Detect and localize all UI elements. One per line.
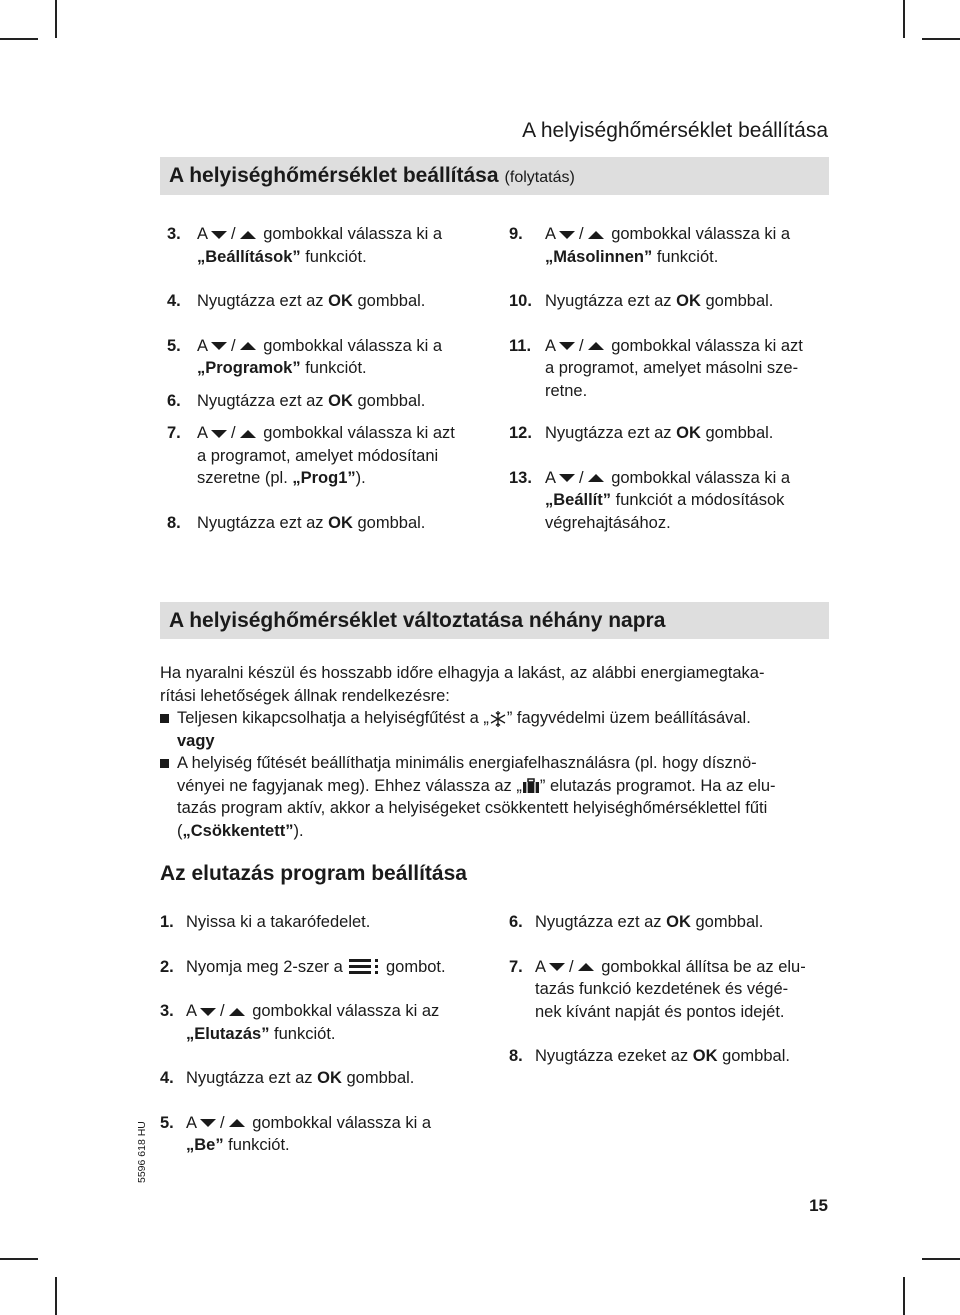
step-number: 6.	[509, 913, 523, 931]
section-subtitle: (folytatás)	[504, 168, 575, 186]
step-item: 6. Nyugtázza ezt az OK gombbal.	[509, 911, 839, 934]
intro-paragraph: Ha nyaralni készül és hosszabb időre elhagyja a lakást, az alábbi energiamegtaka- rítási lehetőségek állnak rendelkezésre: Teljesen kikapcsolhatja a helyiségfűtést a „ ” fagyvédelmi üzem beállításával. vagy A helyiség fűtését beállíthatja minimális energiafelhasználásra (pl. hogy dísznö- vényei ne fagyjanak meg). Ehhez válassza az „ ” elutazás programot. Ha az elu- tazás program aktív, akkor a helyiségeket csökkentett helyiséghőmérséklettel fűti („Csökkentett”).	[160, 662, 832, 842]
down-arrow-icon	[200, 1008, 216, 1016]
step-number: 7.	[509, 957, 523, 976]
step-item: 5. A / gombokkal válassza ki a „Be” funkciót.	[160, 1112, 490, 1157]
down-arrow-icon	[559, 231, 575, 239]
up-arrow-icon	[229, 1119, 245, 1127]
section-heading	[160, 157, 829, 195]
up-arrow-icon	[240, 430, 256, 438]
step-item: 4. Nyugtázza ezt az OK gombbal.	[160, 1067, 490, 1090]
step-item: 8. Nyugtázza ezt az OK gombbal.	[167, 512, 487, 535]
up-arrow-icon	[578, 963, 594, 971]
down-arrow-icon	[211, 342, 227, 350]
step-item: 1. Nyissa ki a takarófedelet.	[160, 911, 490, 934]
bullet-square-icon	[160, 752, 177, 842]
step-number: 4.	[167, 292, 181, 310]
down-arrow-icon	[559, 342, 575, 350]
step-item: 7. A / gombokkal állítsa be az elu- tazás funkció kezdetének és végé- nek kívánt napját és pontos idejét.	[509, 956, 839, 1024]
section-heading	[160, 602, 829, 639]
section-title: A helyiséghőmérséklet változtatása néhány napra	[169, 608, 666, 632]
steps-right	[509, 223, 829, 556]
step-item: 9. A / gombokkal válassza ki a „Másolinnen” funkciót.	[509, 223, 829, 268]
crop-mark	[0, 1258, 38, 1260]
or-label: vagy	[177, 731, 215, 750]
document-code: 5596 618 HU	[136, 1121, 148, 1183]
suitcase-icon	[522, 778, 540, 794]
step-number: 10.	[509, 292, 532, 310]
crop-mark	[922, 38, 960, 40]
step-number: 4.	[160, 1069, 174, 1087]
crop-mark	[55, 0, 57, 38]
bullet-item: Teljesen kikapcsolhatja a helyiségfűtést a „ ” fagyvédelmi üzem beállításával.	[160, 707, 832, 730]
frost-protection-icon	[489, 710, 507, 728]
up-arrow-icon	[588, 342, 604, 350]
step-item: 6. Nyugtázza ezt az OK gombbal.	[167, 390, 487, 413]
down-arrow-icon	[211, 430, 227, 438]
up-arrow-icon	[588, 231, 604, 239]
down-arrow-icon	[211, 231, 227, 239]
step-item: 7. A / gombokkal válassza ki azt a programot, amelyet módosítani szeretne (pl. „Prog1”).	[167, 422, 487, 490]
step-number: 8.	[509, 1047, 523, 1065]
step-number: 6.	[167, 391, 181, 410]
step-item: 12. Nyugtázza ezt az OK gombbal.	[509, 422, 829, 445]
page-number: 15	[809, 1196, 828, 1215]
step-item: 3. A / gombokkal válassza ki a „Beállítások” funkciót.	[167, 223, 487, 268]
up-arrow-icon	[240, 342, 256, 350]
step-number: 3.	[167, 225, 181, 243]
crop-mark	[903, 0, 905, 38]
step-number: 8.	[167, 513, 181, 532]
subsection-title: Az elutazás program beállítása	[160, 862, 467, 885]
step-item: 8. Nyugtázza ezeket az OK gombbal.	[509, 1045, 839, 1068]
up-arrow-icon	[229, 1008, 245, 1016]
menu-icon	[349, 957, 379, 977]
up-arrow-icon	[240, 231, 256, 239]
crop-mark	[903, 1277, 905, 1315]
step-item: 4. Nyugtázza ezt az OK gombbal.	[167, 290, 487, 313]
step-item: 10. Nyugtázza ezt az OK gombbal.	[509, 290, 829, 313]
crop-mark	[55, 1277, 57, 1315]
step-number: 5.	[167, 336, 181, 355]
step-number: 13.	[509, 468, 532, 487]
step-item: 2. Nyomja meg 2-szer a gombot.	[160, 956, 490, 979]
steps-right	[509, 911, 839, 1090]
step-item: 11. A / gombokkal válassza ki azt a programot, amelyet másolni sze- retne.	[509, 335, 829, 403]
steps-left	[160, 911, 490, 1179]
step-item: 5. A / gombokkal válassza ki a „Programok” funkciót.	[167, 335, 487, 380]
step-item: 3. A / gombokkal válassza ki az „Elutazás” funkciót.	[160, 1000, 490, 1045]
down-arrow-icon	[559, 474, 575, 482]
step-item: 13. A / gombokkal válassza ki a „Beállít” funkciót a módosítások végrehajtásához.	[509, 467, 829, 535]
step-number: 3.	[160, 1002, 174, 1020]
step-number: 7.	[167, 424, 181, 442]
step-number: 2.	[160, 957, 174, 976]
up-arrow-icon	[588, 474, 604, 482]
step-number: 5.	[160, 1113, 174, 1132]
section-title: A helyiséghőmérséklet beállítása	[169, 164, 499, 187]
steps-left	[167, 223, 487, 556]
step-number: 1.	[160, 913, 174, 931]
step-number: 11.	[509, 336, 532, 355]
down-arrow-icon	[549, 963, 565, 971]
crop-mark	[0, 38, 38, 40]
bullet-square-icon	[160, 707, 177, 730]
running-header: A helyiséghőmérséklet beállítása	[522, 119, 828, 142]
step-number: 12.	[509, 424, 532, 442]
down-arrow-icon	[200, 1119, 216, 1127]
step-number: 9.	[509, 225, 523, 243]
bullet-item: A helyiség fűtését beállíthatja minimális energiafelhasználásra (pl. hogy dísznö- vényei ne fagyjanak meg). Ehhez válassza az „ ” elutazás programot. Ha az elu- tazás program aktív, akkor a helyiségeket csökkentett helyiséghőmérséklettel fűti („Csökkentett”).	[160, 752, 832, 842]
crop-mark	[922, 1258, 960, 1260]
